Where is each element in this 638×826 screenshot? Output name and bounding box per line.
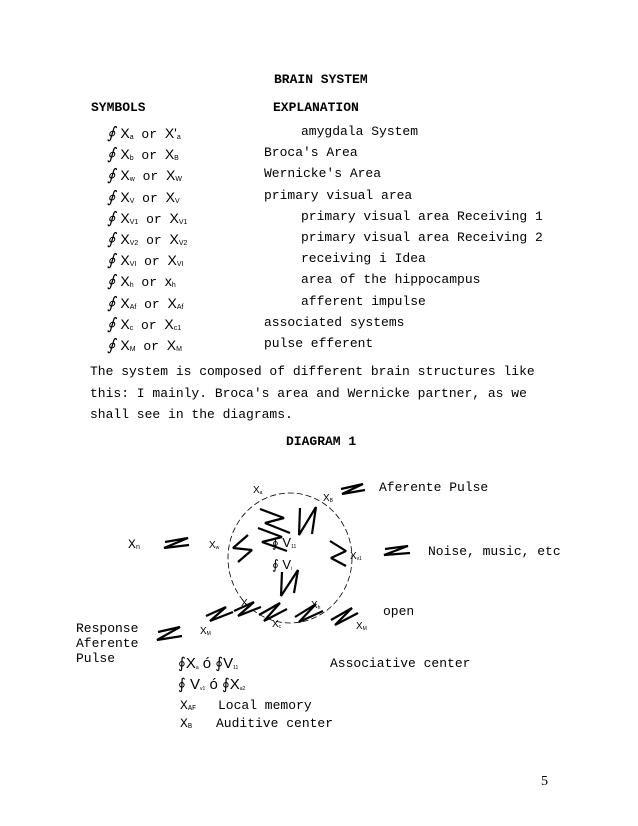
explanation-row-7: receiving i Idea: [301, 251, 426, 267]
label-xb-top: $X_B$: [323, 493, 334, 504]
or-text: or: [146, 211, 162, 227]
explanation-row-8: area of the hippocampus: [301, 272, 481, 288]
response-line-1: Response: [76, 621, 139, 636]
contour-integral-icon: ∮: [107, 123, 116, 142]
symbol-alternate: X: [166, 337, 177, 353]
formula-1: $∮X_a$ ó $∮V_{11}$: [178, 655, 239, 672]
open-label: open: [383, 604, 415, 619]
contour-integral-icon: ∮: [107, 207, 116, 227]
label-xh: $X_h$: [311, 600, 321, 611]
label-xm-left: $X_M$: [200, 626, 211, 637]
label-xv1: $X_{v1}$: [350, 551, 362, 562]
glyph-left: [233, 535, 252, 562]
or-text: or: [143, 339, 159, 354]
symbol-primary: X: [120, 315, 130, 332]
or-text: or: [142, 169, 159, 185]
diagram-title: DIAGRAM 1: [286, 434, 357, 449]
local-memory-symbol: $X_{AF}$: [180, 698, 197, 713]
response-line-2: Aferente: [76, 636, 139, 651]
symbol-row-11: ∮ $X_M$ or $X_M$: [107, 335, 182, 354]
page-title: BRAIN SYSTEM: [274, 72, 368, 87]
label-xa-top: $X_a$: [253, 485, 263, 496]
glyph-bottom-1: [206, 607, 233, 621]
or-text: or: [142, 190, 158, 206]
explanation-row-2: Broca's Area: [264, 145, 358, 161]
symbol-alternate: X: [165, 188, 175, 205]
or-text: or: [144, 296, 160, 312]
aferente-pulse-label: Aferente Pulse: [379, 480, 489, 495]
or-text: or: [141, 127, 158, 142]
symbol-primary: X: [120, 337, 130, 353]
symbol-alternate: X: [167, 294, 177, 311]
label-v11: ∮ $V_{11}$: [272, 535, 297, 550]
label-xm-right: $X_M$: [356, 621, 367, 632]
explanation-row-9: afferent impulse: [301, 293, 426, 309]
symbol-row-4: ∮ $X_V$ or $X_V$: [107, 186, 180, 206]
or-text: or: [141, 148, 158, 164]
local-memory-label: Local memory: [218, 698, 312, 713]
contour-integral-icon: ∮: [107, 313, 116, 333]
label-xa-bottom: $X_a$: [241, 598, 251, 609]
explanation-row-6: primary visual area Receiving 2: [301, 230, 543, 245]
arrow-aferente: [341, 484, 365, 494]
symbol-row-9: ∮ $X_{Af}$ or $X_{Af}$: [107, 292, 184, 312]
formula-2: ∮ $V_{v1}$ ó $∮X_{a2}$: [178, 676, 246, 693]
symbol-row-1: ∮ $X_a$ or $X'_a$: [107, 123, 181, 142]
glyph-right-side: [330, 541, 346, 566]
associative-center-label: Associative center: [330, 656, 471, 671]
or-text: or: [144, 254, 160, 270]
symbol-primary: X: [120, 188, 130, 205]
contour-integral-icon: ∮: [107, 144, 116, 164]
symbol-alternate: X: [164, 146, 175, 163]
symbol-primary: X: [120, 294, 130, 311]
intro-paragraph: The system is composed of different brain structures like this: I mainly. Broca's area and Wernicke partner, as we shall see in the diagrams.: [90, 364, 535, 422]
explanation-row-5: primary visual area Receiving 1: [301, 208, 543, 224]
response-line-3: Pulse: [76, 651, 116, 666]
contour-integral-icon: ∮: [107, 271, 116, 291]
label-xc: $X_c$: [272, 619, 282, 630]
symbol-alternate: X: [165, 167, 176, 184]
label-vi: ∮ $V_i$: [272, 557, 293, 572]
symbol-primary: X: [120, 146, 130, 163]
symbol-row-7: ∮ $X_{VI}$ or $X_{VI}$: [107, 250, 184, 270]
contour-integral-icon: ∮: [107, 165, 116, 185]
symbol-alternate: X': [164, 125, 177, 141]
glyph-bottom-5: [331, 608, 358, 625]
explanation-row-4: primary visual area: [264, 187, 413, 203]
symbol-primary: X: [120, 252, 130, 269]
auditive-symbol: $X_B$: [180, 716, 193, 731]
symbol-alternate: X: [169, 231, 179, 247]
symbols-header: SYMBOLS: [91, 100, 146, 115]
arrow-response: [157, 627, 182, 640]
symbol-alternate: X: [167, 252, 177, 269]
symbol-primary: X: [120, 209, 130, 226]
contour-integral-icon: ∮: [107, 292, 116, 312]
symbol-row-10: ∮ $X_c$ or $X_{c1}$: [107, 313, 182, 333]
symbol-alternate: x: [164, 273, 172, 290]
explanation-row-1: amygdala System: [301, 124, 419, 139]
or-text: or: [141, 317, 157, 333]
contour-integral-icon: ∮: [107, 186, 116, 206]
contour-integral-icon: ∮: [107, 229, 116, 248]
explanation-row-10: associated systems: [264, 314, 405, 330]
symbol-alternate: X: [164, 315, 174, 332]
symbol-row-2: ∮ $X_b$ or $X_B$: [107, 144, 179, 164]
or-text: or: [141, 275, 158, 291]
symbol-primary: X: [120, 273, 130, 290]
symbol-primary: X: [120, 231, 130, 247]
symbol-row-8: ∮ $X_h$ or $x_h$: [107, 271, 176, 291]
noise-label: Noise, music, etc: [428, 544, 561, 559]
symbol-primary: X: [120, 167, 130, 184]
symbol-row-3: ∮ $X_w$ or $X_W$: [107, 165, 182, 185]
symbol-alternate: X: [169, 209, 179, 226]
explanation-header: EXPLANATION: [273, 100, 359, 115]
label-xn: $X_n$: [128, 537, 141, 552]
arrow-xn: [164, 538, 189, 548]
contour-integral-icon: ∮: [107, 335, 116, 354]
explanation-row-3: Wernicke's Area: [264, 166, 382, 182]
glyph-center-2: [299, 507, 316, 535]
explanation-row-11: pulse efferent: [264, 336, 374, 351]
symbol-row-5: ∮ $X_{V1}$ or $X_{V1}$: [107, 207, 188, 227]
or-text: or: [146, 233, 162, 248]
glyph-center-4: [281, 570, 298, 596]
contour-integral-icon: ∮: [107, 250, 116, 270]
arrow-noise: [384, 546, 410, 555]
page-number: 5: [541, 774, 548, 789]
symbol-row-6: ∮ $X_{V2}$ or $X_{V2}$: [107, 229, 188, 248]
label-xw: $X_w$: [209, 540, 220, 551]
auditive-center-label: Auditive center: [216, 716, 334, 731]
symbol-primary: X: [120, 125, 130, 141]
